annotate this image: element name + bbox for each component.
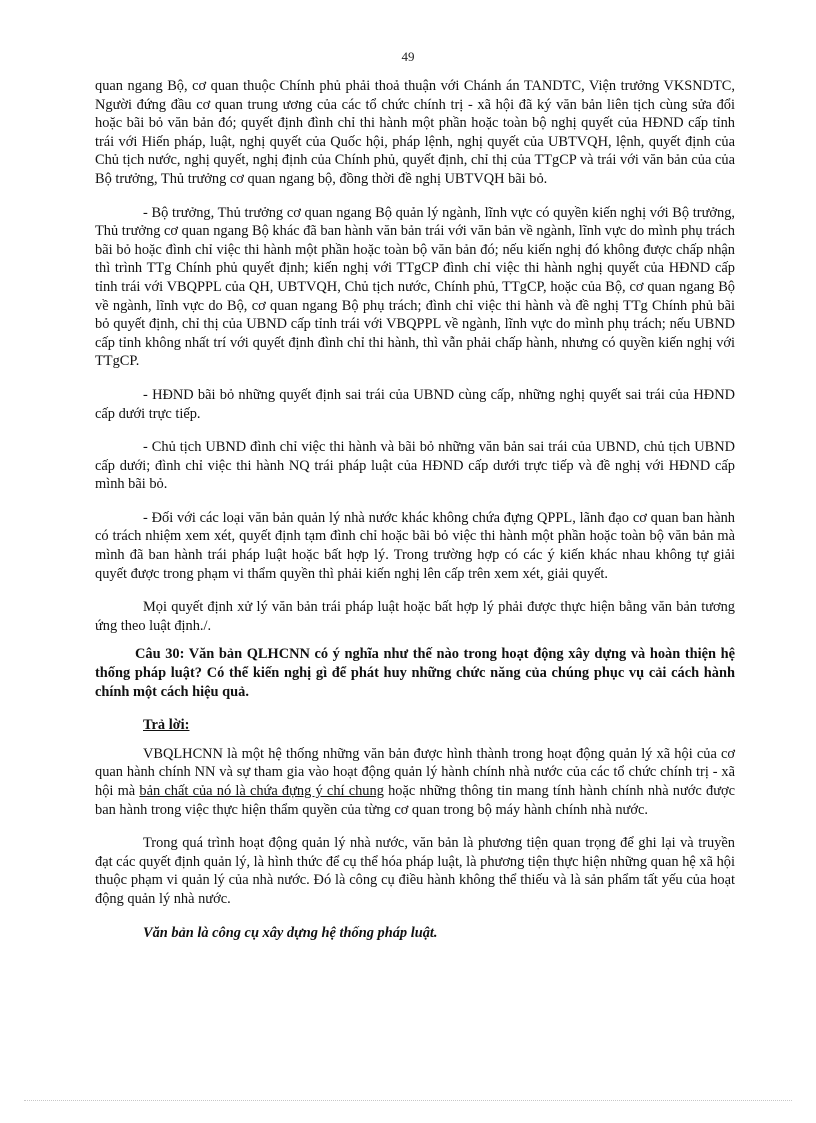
paragraph-chairman-rights: - Chủ tịch UBND đình chỉ việc thi hành và bãi bỏ những văn bản sai trái của UBND, chủ tịch UBND cấp dưới; đình chỉ việc thi hành NQ trái pháp luật của HĐND cấp dưới trực tiếp và đề nghị với HĐND cấp mình bãi bỏ.: [95, 439, 735, 493]
page-number: 49: [401, 49, 415, 64]
paragraph-other-documents: - Đối với các loại văn bản quản lý nhà nước khác không chứa đựng QPPL, lãnh đạo cơ quan ban hành có trách nhiệm xem xét, quyết định tạm đình chỉ hoặc bãi bỏ việc thi hành một phần hoặc toàn bộ văn bản mà mình đã ban hành trái pháp luật hoặc bất hợp lý. Trong trường hợp có các ý kiến khác nhau không tự giải quyết được trong phạm vi thẩm quyền thì phải kiến nghị lên cấp trên xem xét, giải quyết.: [95, 509, 735, 582]
document-body: [95, 77, 735, 942]
question-heading: Câu 30: Văn bản QLHCNN có ý nghĩa như thế nào trong hoạt động xây dựng và hoàn thiện hệ thống pháp luật? Có thể kiến nghị gì để phát huy những chức năng của chúng phục vụ cải cách hành chính một cách hiệu quả.: [95, 646, 735, 700]
section-heading: Văn bản là công cụ xây dựng hệ thống pháp luật.: [143, 924, 438, 941]
page-bottom-divider: [24, 1100, 792, 1101]
definition-text-end: hoặc những thông tin mang tính hành chính nhà nước được ban hành trong việc thực hiện thẩm quyền của từng cơ quan trong bộ máy hành chính nhà nước.: [95, 783, 736, 818]
paragraph-role-of-documents: Trong quá trình hoạt động quản lý nhà nước, văn bản là phương tiện quan trọng để ghi lại và truyền đạt các quyết định quản lý, là hình thức để cụ thể hóa pháp luật, là phương tiện thực hiện những quan hệ xã hội thuộc phạm vi quản lý của nhà nước. Đó là công cụ điều hành không thể thiếu và là sản phẩm tất yếu của hoạt động quản lý nhà nước.: [95, 835, 735, 907]
definition-text-start: VBQLHCNN là một hệ thống những văn bản được hình thành trong hoạt động quản lý xã hội của cơ quan hành chính NN và sự tham gia vào hoạt động quản lý hành chính nhà nước của các tổ chức chính trị - xã hội mà: [95, 745, 735, 799]
paragraph-continuation: quan ngang Bộ, cơ quan thuộc Chính phủ phải thoả thuận với Chánh án TANDTC, Viện trưởng VKSNDTC, Người đứng đầu cơ quan trung ương của các tổ chức chính trị - xã hội đã ký văn bản liên tịch cùng sửa đổi hoặc bãi bỏ văn bản đó; quyết định đình chỉ thi hành một phần hoặc toàn bộ nghị quyết của HĐND cấp tỉnh trái với Hiến pháp, luật, nghị quyết của Quốc hội, pháp lệnh, nghị quyết của UBTVQH, lệnh, quyết định của Chủ tịch nước, nghị quyết, nghị định của Chính phủ, quyết định, chỉ thị của TTgCP và trái với văn bản của của Bộ trưởng, Thủ trưởng cơ quan ngang bộ, đồng thời đề nghị UBTVQH bãi bỏ.: [95, 78, 735, 187]
definition-underlined-text: bản chất của nó là chứa đựng ý chí chung: [139, 783, 384, 799]
answer-label: Trả lời:: [143, 717, 190, 734]
answer-label-line: [95, 716, 735, 735]
paragraph-hdnd-rights: - HĐND bãi bỏ những quyết định sai trái của UBND cùng cấp, những nghị quyết sai trái của HĐND cấp dưới trực tiếp.: [95, 386, 735, 422]
paragraph-conclusion: Mọi quyết định xử lý văn bản trái pháp luật hoặc bất hợp lý phải được thực hiện bằng văn bản tương ứng theo luật định./.: [95, 599, 735, 634]
paragraph-minister-rights: - Bộ trưởng, Thủ trưởng cơ quan ngang Bộ quản lý ngành, lĩnh vực có quyền kiến nghị với Bộ trưởng, Thủ trưởng cơ quan ngang Bộ khác đã ban hành văn bản trái với văn bản về ngành, lĩnh vực do mình phụ trách bãi bỏ hoặc đình chỉ việc thi hành một phần hoặc toàn bộ văn bản đó; nếu kiến nghị đó không được chấp nhận thì trình TTg Chính phủ quyết định; kiến nghị với TTgCP đình chỉ việc thi hành nghị quyết của HĐND cấp tỉnh trái với VBQPPL của QH, UBTVQH, Chủ tịch nước, Chính phủ, TTgCP, hoặc của Bộ, cơ quan ngang Bộ về ngành, lĩnh vực do Bộ, cơ quan ngang Bộ phụ trách; đình chỉ việc thi hành và đề nghị TTg Chính phủ bãi bỏ quyết định, chỉ thị của UBND cấp tỉnh trái với VBQPPL về ngành, lĩnh vực do mình phụ trách; nếu UBND cấp tỉnh không nhất trí với quyết định đình chỉ thi hành, thì vẫn phải chấp hành, nhưng có quyền kiến nghị với TTgCP.: [95, 204, 735, 370]
paragraph-definition: [95, 745, 735, 819]
